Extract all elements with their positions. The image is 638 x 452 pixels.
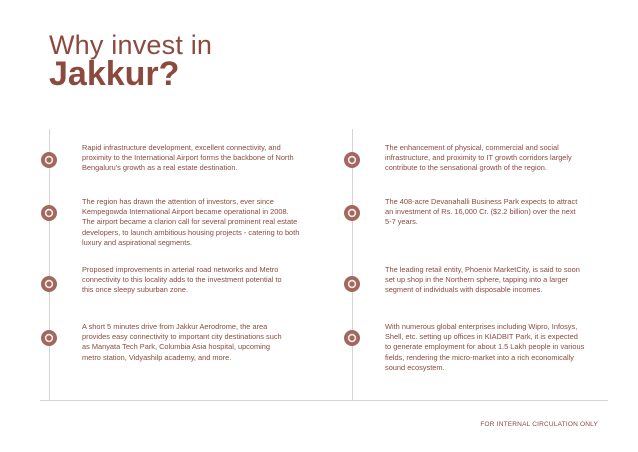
- left-timeline-line: [49, 129, 50, 400]
- right-item-2: The 408-acre Devanahalli Business Park expects to attract an investment of Rs. 16,000 Cr. ($2.2 billion) over the next 5-7 years.: [385, 197, 578, 227]
- right-item-1: The enhancement of physical, commercial and social infrastructure, and proximity to IT growth corridors largely contribute to the sensational growth of the region.: [385, 143, 572, 173]
- title-line-1: Why invest in: [49, 30, 213, 60]
- left-item-1: Rapid infrastructure development, excellent connectivity, and proximity to the International Airport forms the backbone of North Bengaluru's growth as a real estate destination.: [82, 143, 294, 173]
- location-pin-icon: [40, 275, 58, 293]
- location-pin-icon: [343, 329, 361, 347]
- left-item-3: Proposed improvements in arterial road networks and Metro connectivity to this locality adds to the investment potential to this once sleepy suburban zone.: [82, 265, 282, 295]
- location-pin-icon: [343, 151, 361, 169]
- location-pin-icon: [343, 275, 361, 293]
- right-item-4: With numerous global enterprises including Wipro, Infosys, Shell, etc. setting up offices in KIADBIT Park, it is expected to generate employment for about 1.5 Lakh people in various fields, rendering the micro-market into a rich economically sound ecosystem.: [385, 322, 585, 372]
- location-pin-icon: [40, 329, 58, 347]
- right-timeline-line: [352, 129, 353, 400]
- left-item-4: A short 5 minutes drive from Jakkur Aerodrome, the area provides easy connectivity to important city destinations such as Manyata Tech Park, Columbia Asia hospital, upcoming metro station, Vidyashilp academy, and more.: [82, 322, 282, 362]
- left-item-2: The region has drawn the attention of investors, ever since Kempegowda International Airport became operational in 2008. The airport became a clarion call for several prominent real estate developers, to launch ambitious housing projects - catering to both luxury and aspirational segments.: [82, 197, 300, 247]
- footer-note: FOR INTERNAL CIRCULATION ONLY: [480, 421, 598, 428]
- right-item-3: The leading retail entity, Phoenix MarketCity, is said to soon set up shop in the Northern sphere, tapping into a larger segment of individuals with disposable incomes.: [385, 265, 580, 295]
- location-pin-icon: [40, 204, 58, 222]
- location-pin-icon: [40, 151, 58, 169]
- title-line-2: Jakkur?: [49, 55, 180, 93]
- location-pin-icon: [343, 204, 361, 222]
- bottom-divider: [40, 400, 608, 401]
